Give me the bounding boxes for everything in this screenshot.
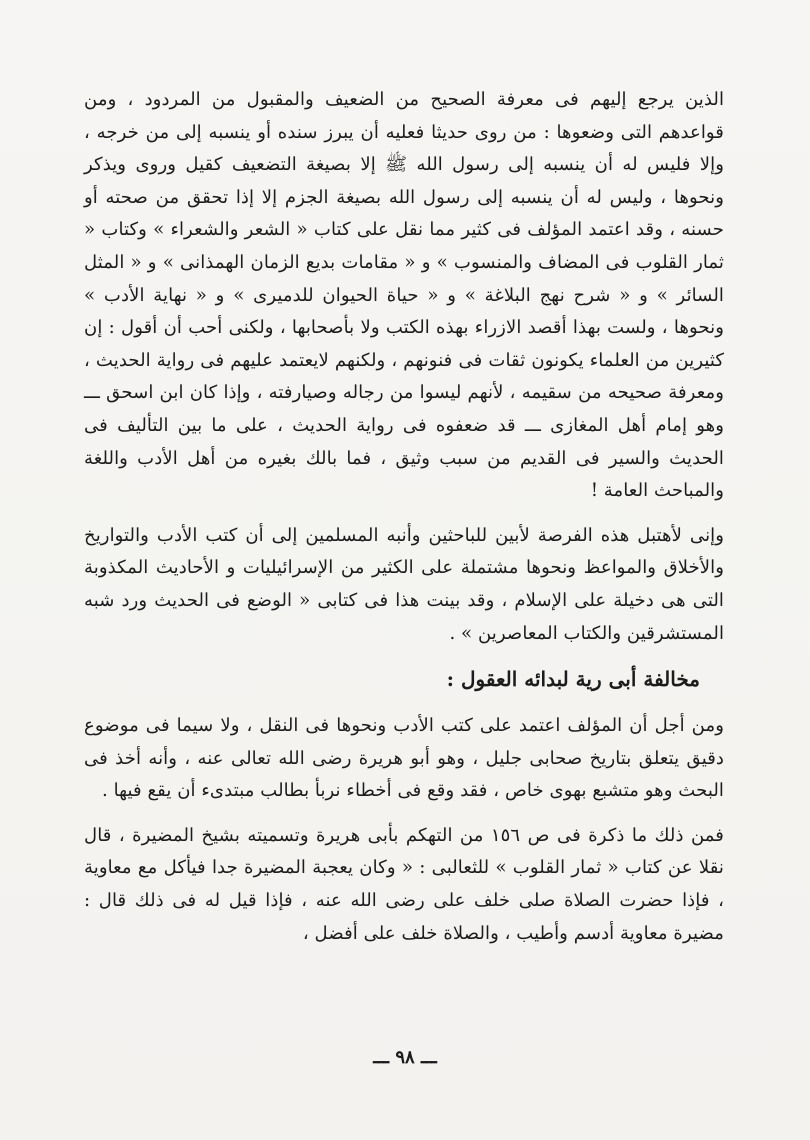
page-number: ـــ ٩٨ ـــ bbox=[373, 1047, 437, 1068]
paragraph-2: وإنى لأهتبل هذه الفرصة لأبين للباحثين وأنبه المسلمين إلى أن كتب الأدب والتواريخ والأخلاق والمواعظ ونحوها مشتملة على الكثير من الإسرائيليات و الأحاديث المكذوبة التى هى دخيلة على الإسلام ، وقد بينت هذا فى كتابى « الوضع فى الحديث ورد شبه المستشرقين والكتاب المعاصرين » . bbox=[84, 524, 724, 644]
section-heading: مخالفة أبى رية لبدائه العقول : bbox=[446, 667, 700, 692]
paragraph-1: الذين يرجع إليهم فى معرفة الصحيح من الضعيف والمقبول من المردود ، ومن قواعدهم التى وضعوها : من روى حديثا فعليه أن يبرز سنده أو ينسبه إلى من خرجه ، وإلا فليس له أن ينسبه إلى رسول الله ﷺ إلا بصيغة التضعيف كقيل وروى ويذكر ونحوها ، وليس له أن ينسبه إلى رسول الله بصيغة الجزم إلا إذا تحقق من صحته أو حسنه ، وقد اعتمد المؤلف فى كثير مما نقل على كتاب « الشعر والشعراء » وكتاب « ثمار القلوب فى المضاف والمنسوب » و « مقامات بديع الزمان الهمذانى » و « المثل السائر » و « شرح نهج البلاغة » و « حياة الحيوان للدميرى » و « نهاية الأدب » ونحوها ، ولست بهذا أقصد الازراء بهذه الكتب ولا بأصحابها ، ولكنى أحب أن أقول : إن كثيرين من العلماء يكونون ثقات فى فنونهم ، ولكنهم لايعتمد عليهم فى رواية الحديث ، ومعرفة صحيحه من سقيمه ، لأنهم ليسوا من رجاله وصيارفته ، وإذا كان ابن اسحق ـــ وهو إمام أهل المغازى ـــ قد ضعفوه فى رواية الحديث ، على ما بين التأليف فى الحديث والسير فى القديم من سبب وثيق ، فما بالك بغيره من أهل الأدب واللغة والمباحث العامة ! bbox=[84, 89, 724, 502]
paragraph-3: ومن أجل أن المؤلف اعتمد على كتب الأدب ونحوها فى النقل ، ولا سيما فى موضوع دقيق يتعلق بتاريخ صحابى جليل ، وهو أبو هريرة رضى الله تعالى عنه ، وأنه أخذ فى البحث وهو متشبع بهوى خاص ، فقد وقع فى أخطاء نربأ بطالب مبتدىء أن يقع فيها . bbox=[84, 715, 724, 802]
page-body bbox=[84, 84, 724, 950]
paragraph-4: فمن ذلك ما ذكرة فى ص ١٥٦ من التهكم بأبى هريرة وتسميته بشيخ المضيرة ، قال نقلا عن كتاب « ثمار القلوب » للثعالبى : « وكان يعجبة المضيرة جدا فيأكل مع معاوية ، فإذا حضرت الصلاة صلى خلف على رضى الله عنه ، فإذا قيل له فى ذلك قال : مضيرة معاوية أدسم وأطيب ، والصلاة خلف على أفضل ، bbox=[84, 824, 724, 944]
